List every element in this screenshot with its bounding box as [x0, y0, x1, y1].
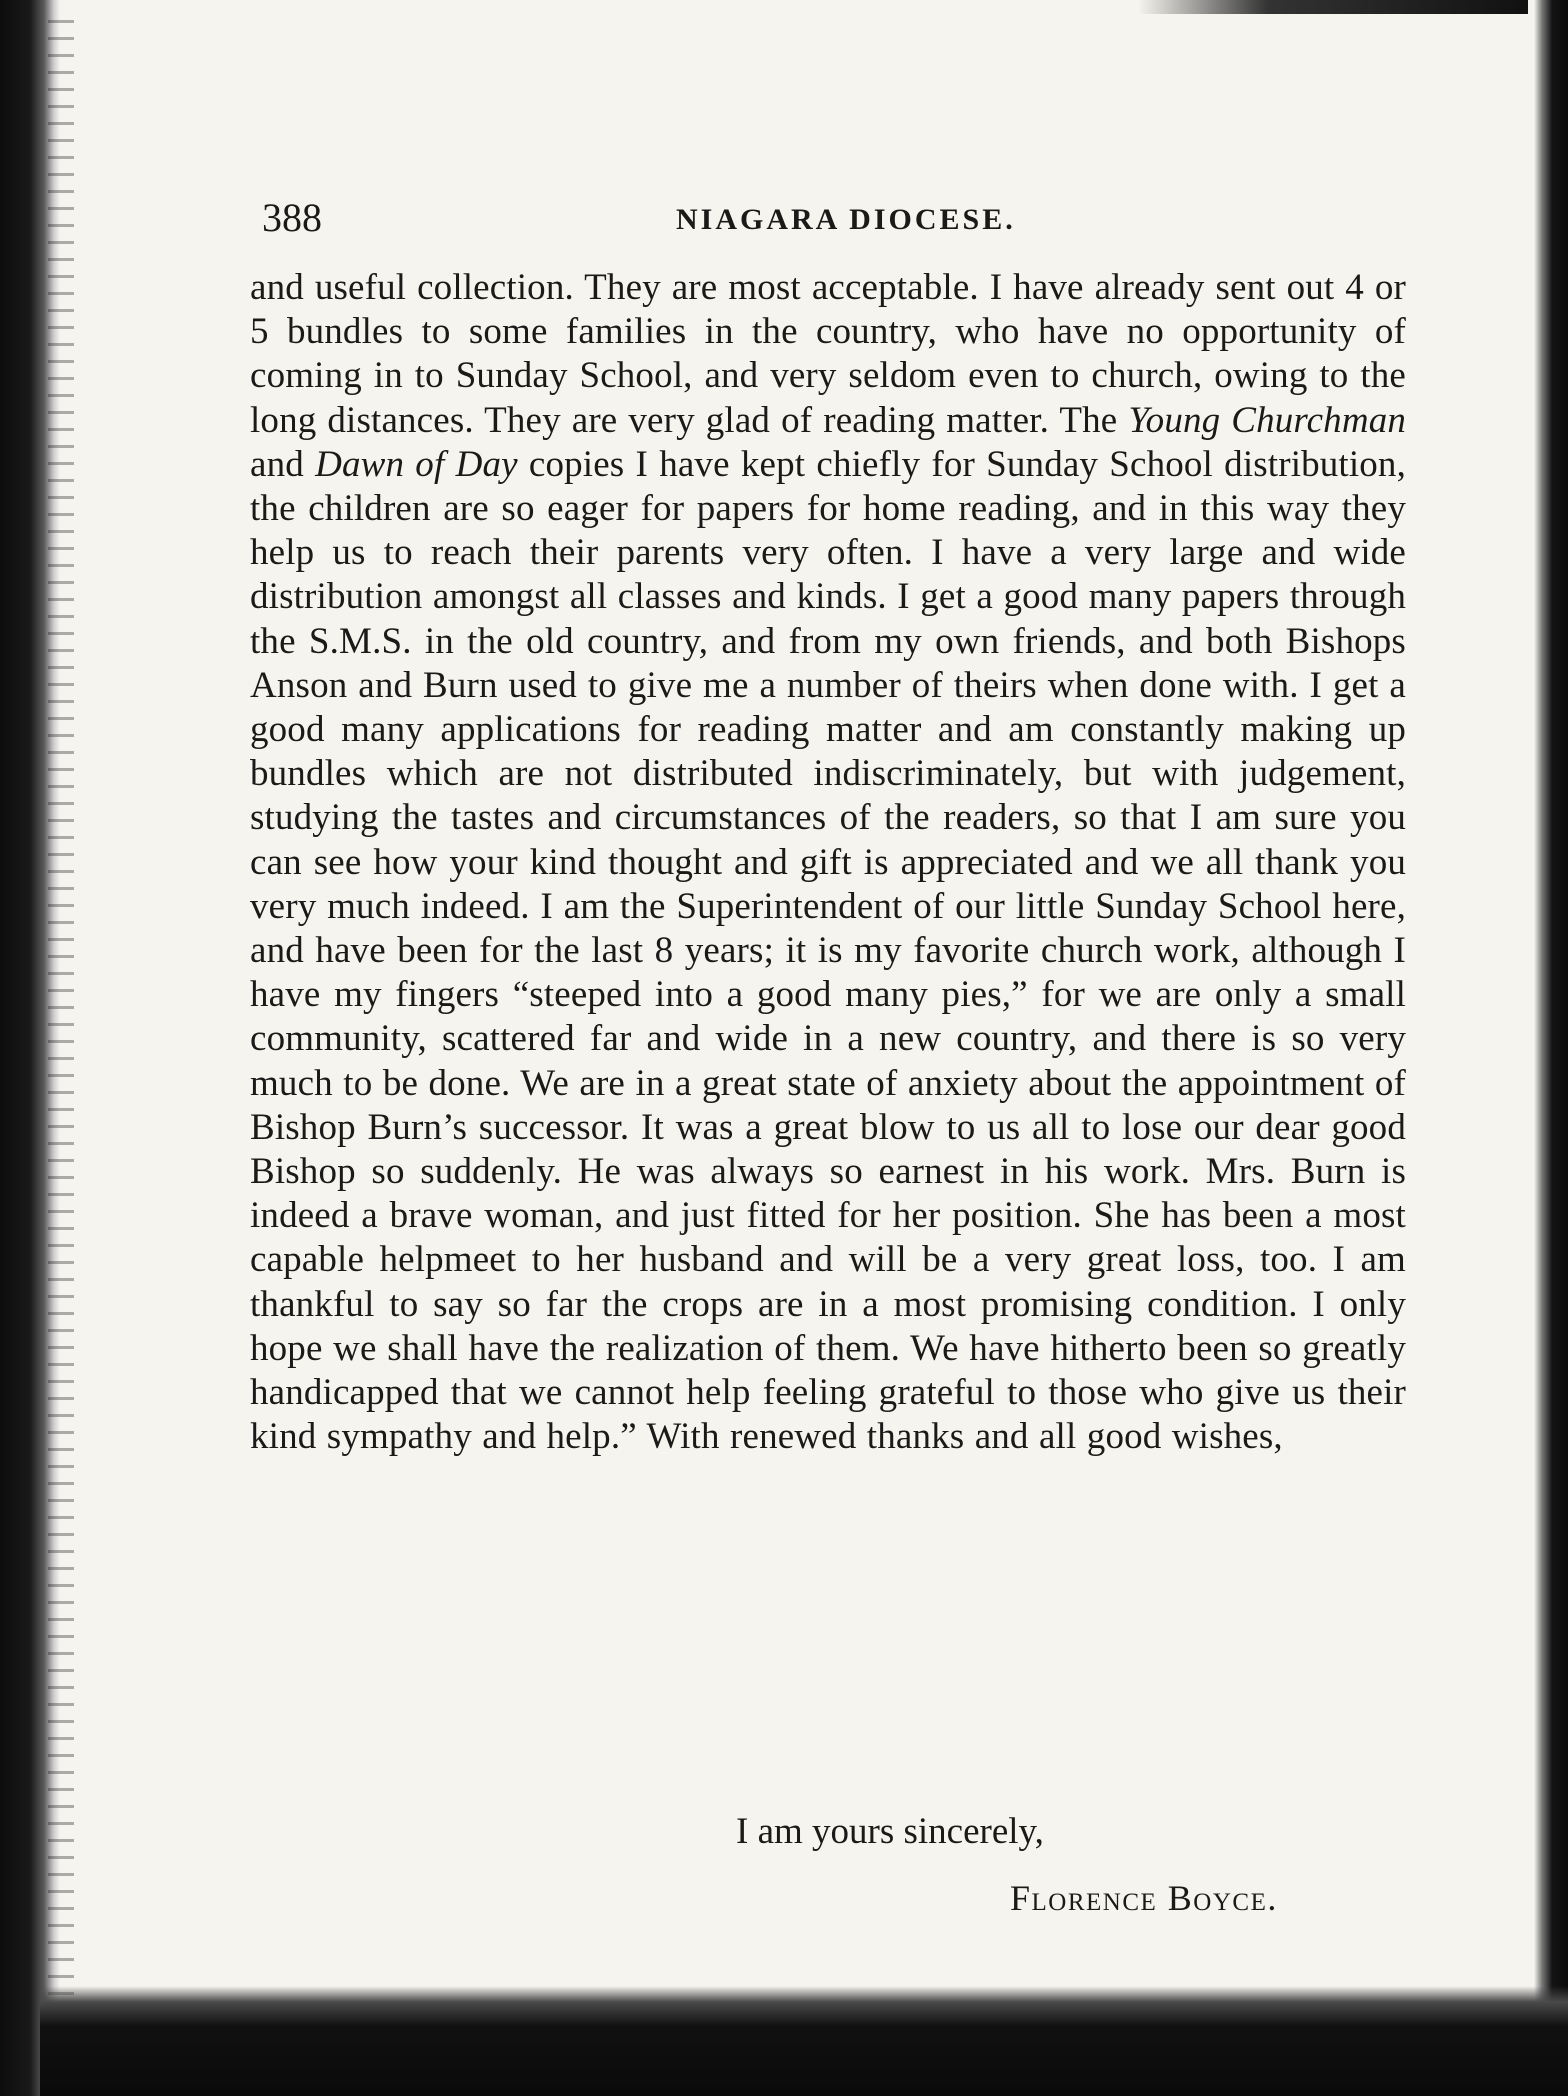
letter-body-part-1: and useful collection. They are most acceptable. I have already sent out 4 or 5 bundles to some families in the country, who have no opportunity of coming in to Sunday School, and very seldom even to church, owing to the long distances. They are very glad of reading matter. The [250, 267, 1406, 441]
letter-closing: I am yours sincerely, [736, 1811, 1044, 1852]
page-header [262, 190, 1402, 246]
periodical-title-dawn-of-day: Dawn of Day [315, 443, 518, 485]
letter-signature: Florence Boyce. [1010, 1878, 1278, 1918]
letter-body-part-3: copies I have kept chiefly for Sunday School distribution, the children are so eager for papers for home reading, and in this way they help us to reach their parents very often. I have a very large and wide distribution amongst all classes and kinds. I get a good many papers through the S.M.S. in the old country, and from my own friends, and both Bishops Anson and Burn used to give me a number of theirs when done with. I get a good many applications for reading matter and am constantly making up bundles which are not distributed indiscriminately, but with judgement, studying the tastes and circumstances of the readers, so that I am sure you can see how your kind thought and gift is appreciated and we all thank you very much indeed. I am the Superintendent of our little Sunday School here, and have been for the last 8 years; it is my favorite church work, although I have my fingers “steeped into a good many pies,” for we are only a small community, scattered far and wide in a new country, and there is so very much to be done. We are in a great state of anxiety about the appointment of Bishop Burn’s successor. It was a great blow to us all to lose our dear good Bishop so suddenly. He was always so earnest in his work. Mrs. Burn is indeed a brave woman, and just fitted for her position. She has been a most capable helpmeet to her husband and will be a very great loss, too. I am thankful to say so far the crops are in a most promising condition. I only hope we shall have the realization of them. We have hitherto been so greatly handicapped that we cannot help feeling grateful to those who give us their kind sympathy and help.” With renewed thanks and all good wishes, [250, 443, 1406, 1458]
page-number: 388 [262, 195, 322, 240]
letter-body [250, 266, 1406, 1459]
periodical-title-young-churchman: Young Churchman [1128, 399, 1406, 441]
scan-edge-bottom [40, 1986, 1568, 2096]
scan-edge-left-speckle [48, 20, 74, 2060]
scan-edge-right [1534, 0, 1568, 2096]
letter-body-part-2: and [250, 443, 316, 485]
running-head: NIAGARA DIOCESE. [676, 203, 1016, 236]
scan-edge-top [1138, 0, 1528, 14]
